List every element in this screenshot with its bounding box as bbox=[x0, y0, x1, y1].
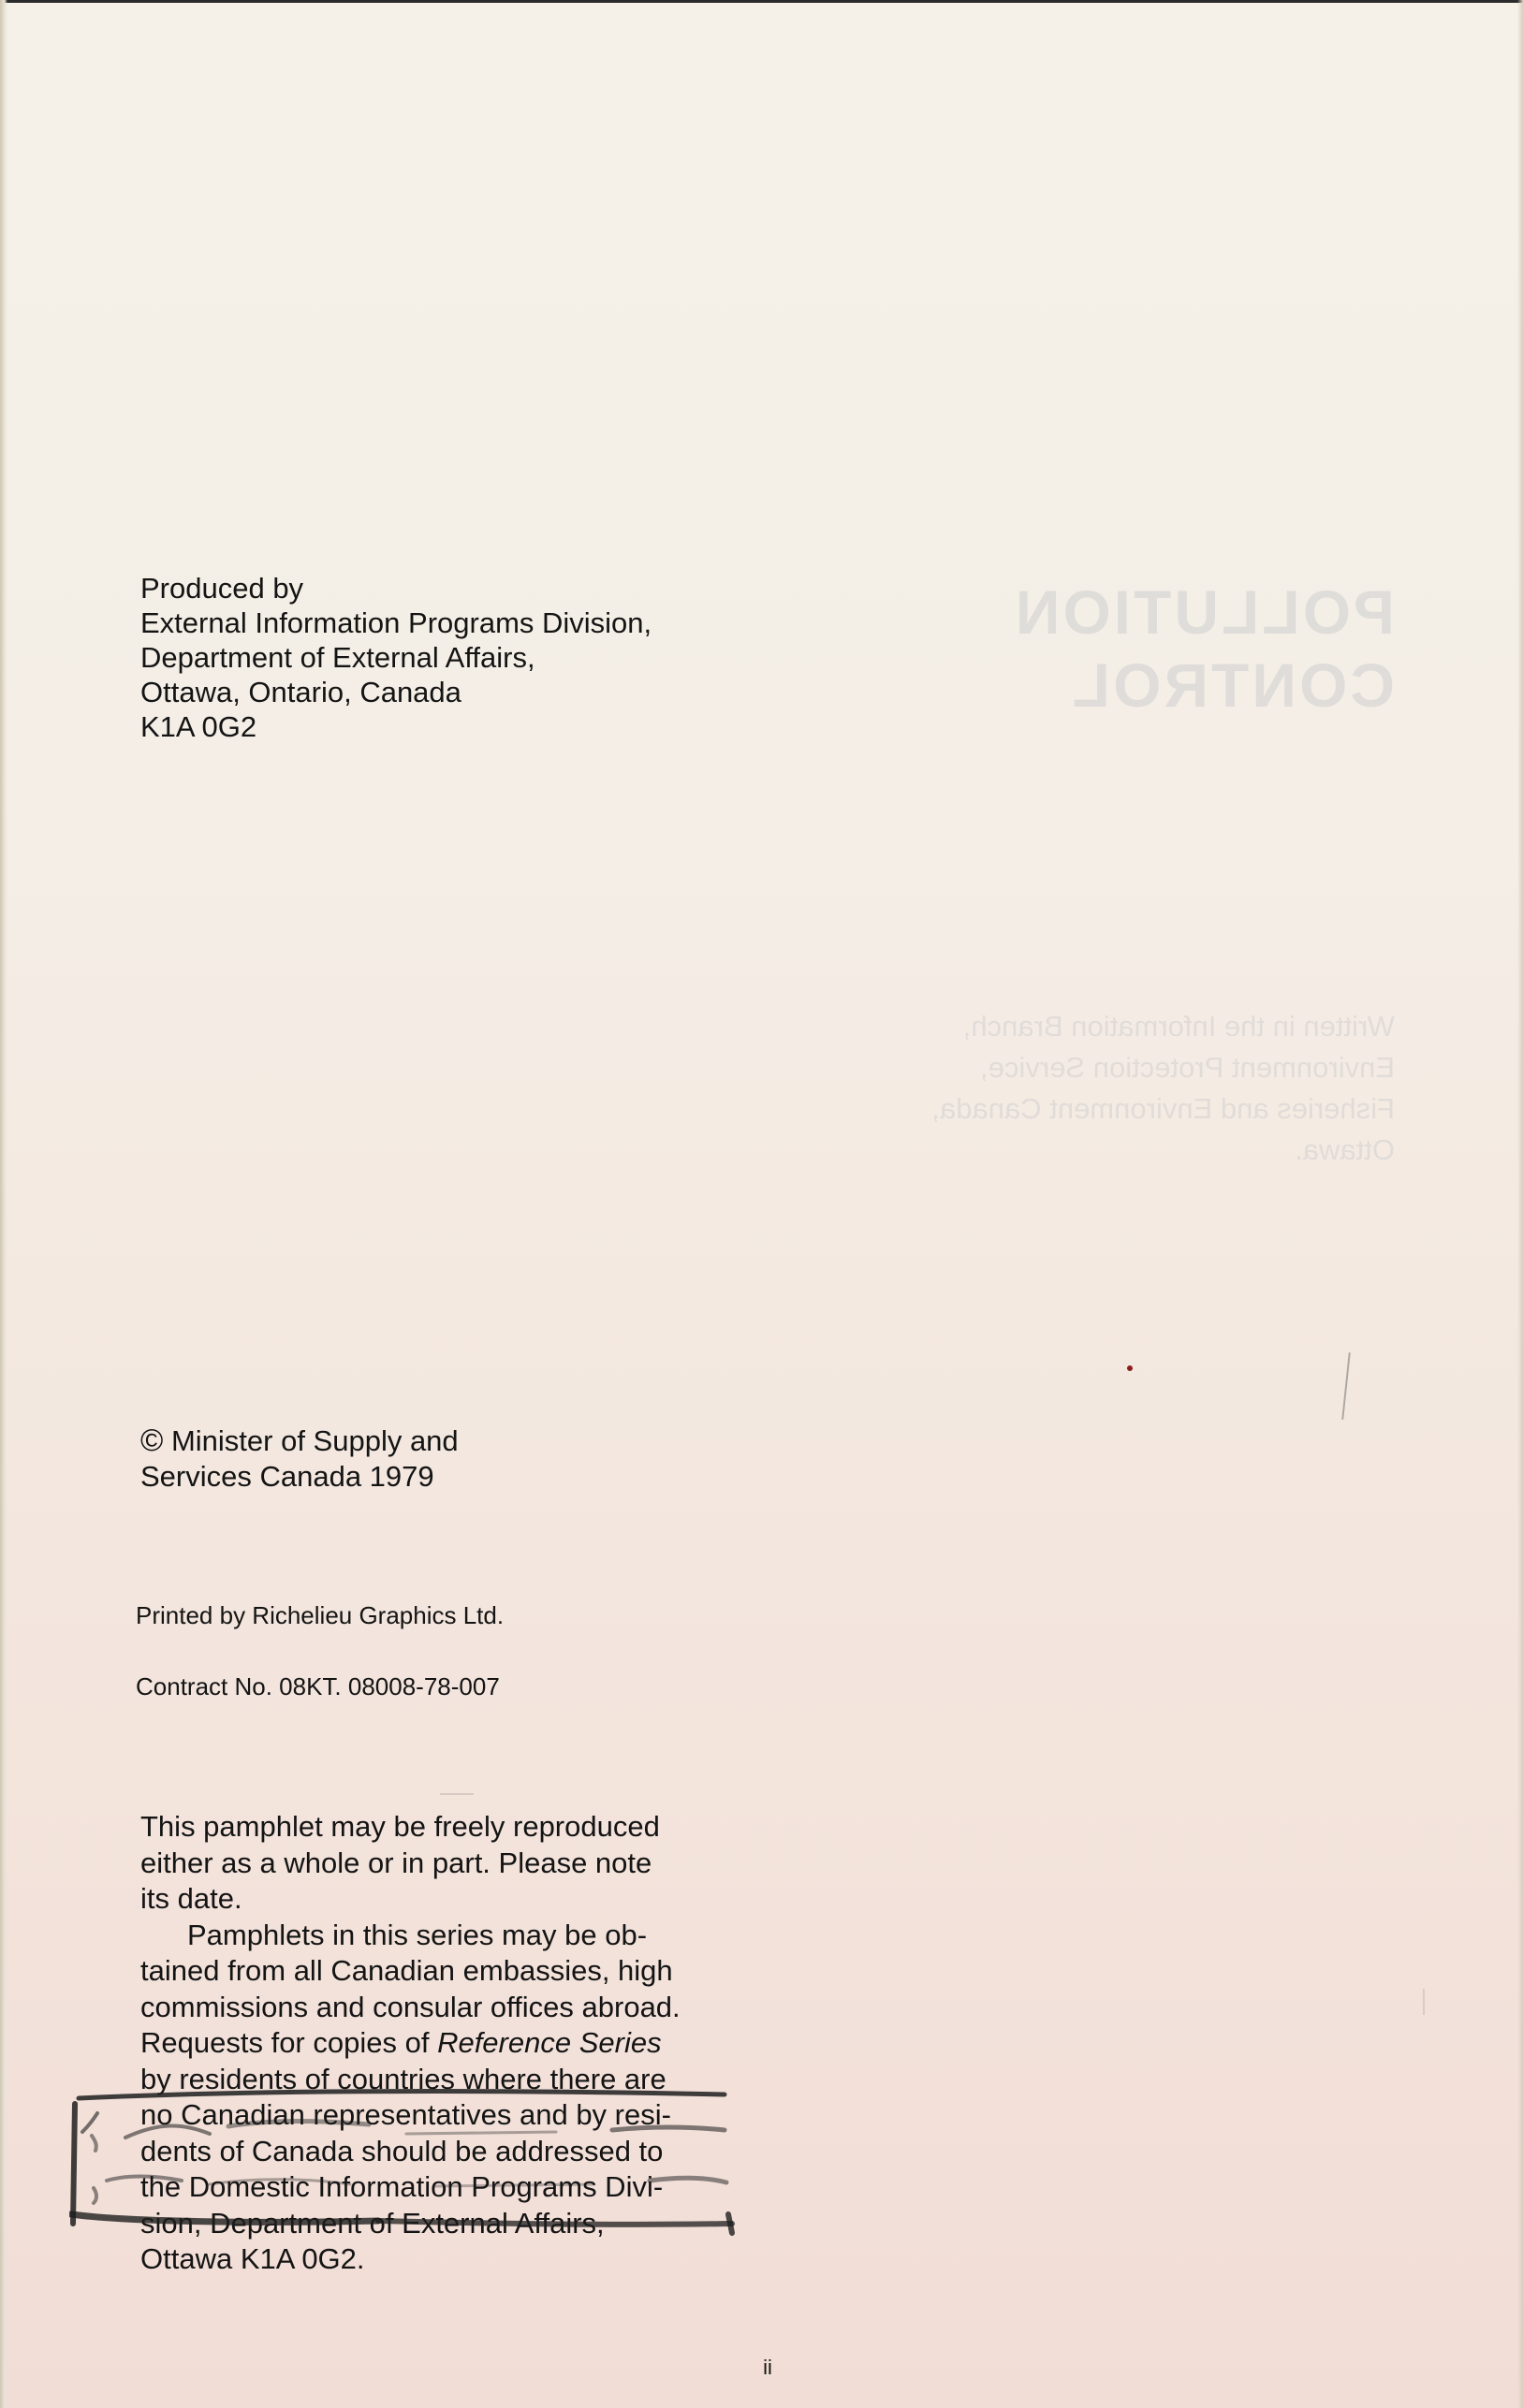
showthrough-title-line: POLLUTION bbox=[1012, 577, 1395, 647]
showthrough-credit-line: Ottawa. bbox=[1295, 1133, 1395, 1166]
producer-line: Department of External Affairs, bbox=[140, 641, 535, 674]
copyright-block bbox=[140, 1423, 814, 1495]
showthrough-credit-line: Fisheries and Environment Canada, bbox=[931, 1092, 1395, 1125]
page-top-edge bbox=[0, 0, 1523, 3]
showthrough-credit bbox=[805, 1006, 1395, 1171]
paper-scratch bbox=[440, 1793, 474, 1795]
showthrough-credit-line: Environment Protection Service, bbox=[980, 1051, 1395, 1084]
copyright-line: Minister of Supply and bbox=[170, 1424, 459, 1457]
producer-line: K1A 0G2 bbox=[140, 710, 257, 743]
producer-line: Ottawa, Ontario, Canada bbox=[140, 676, 461, 708]
contract-number: Contract No. 08KT. 08008-78-007 bbox=[136, 1672, 500, 1700]
copyright-line: Services Canada 1979 bbox=[140, 1460, 434, 1493]
showthrough-credit-line: Written in the Information Branch, bbox=[962, 1010, 1395, 1043]
distribution-line: Pamphlets in this series may be ob- bbox=[187, 1918, 648, 1951]
distribution-line: by residents of countries where there are bbox=[140, 2062, 666, 2095]
distribution-line: the Domestic Information Programs Divi- bbox=[140, 2170, 664, 2203]
paper-scratch bbox=[1423, 1989, 1425, 2015]
reference-series-title: Reference Series bbox=[437, 2026, 662, 2059]
distribution-line: tained from all Canadian embassies, high bbox=[140, 1954, 673, 1987]
producer-line: External Information Programs Division, bbox=[140, 606, 652, 639]
showthrough-title-line: CONTROL bbox=[1069, 650, 1395, 720]
producer-line: Produced by bbox=[140, 572, 304, 605]
page-right-edge bbox=[1517, 0, 1523, 2408]
distribution-line: dents of Canada should be addressed to bbox=[140, 2134, 664, 2167]
paper-scratch bbox=[1341, 1352, 1351, 1420]
copyright-symbol: © bbox=[140, 1423, 164, 1457]
reproduction-line: its date. bbox=[140, 1882, 242, 1915]
distribution-line: Ottawa K1A 0G2. bbox=[140, 2242, 365, 2275]
distribution-line: no Canadian representatives and by resi- bbox=[140, 2098, 671, 2131]
producer-block bbox=[140, 571, 814, 744]
page-number: ii bbox=[763, 2356, 772, 2379]
ink-speck bbox=[1127, 1365, 1133, 1371]
reproduction-line: This pamphlet may be freely reproduced bbox=[140, 1810, 660, 1843]
distribution-text: Requests for copies of bbox=[140, 2026, 438, 2059]
distribution-line bbox=[140, 2025, 768, 2062]
notes-block bbox=[140, 1809, 768, 2278]
distribution-line: commissions and consular offices abroad. bbox=[140, 1990, 681, 2023]
showthrough-title bbox=[927, 576, 1395, 722]
showthrough-imprint bbox=[974, 2169, 1395, 2196]
printed-by: Printed by Richelieu Graphics Ltd. bbox=[136, 1601, 505, 1629]
page-left-edge bbox=[0, 0, 7, 2408]
distribution-line: sion, Department of External Affairs, bbox=[140, 2206, 605, 2240]
reproduction-line: either as a whole or in part. Please note bbox=[140, 1846, 652, 1879]
